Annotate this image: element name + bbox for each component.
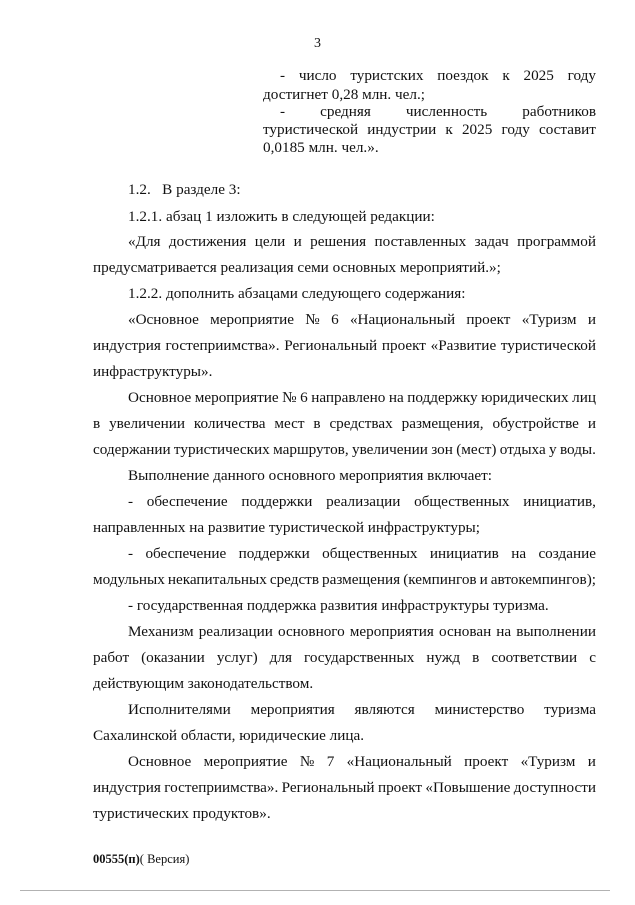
word: индустрия	[93, 337, 161, 354]
word: доступности	[513, 779, 596, 796]
word: «Туризм	[521, 311, 577, 328]
text-line: Сахалинской области, юридические лица.	[93, 727, 365, 744]
word: общественных	[414, 493, 510, 510]
footer	[93, 852, 189, 867]
word: и	[587, 753, 596, 770]
text-line: 1.2.2. дополнить абзацами следующего содержания:	[128, 285, 466, 302]
word: с	[589, 649, 596, 666]
word: маршрутов,	[273, 441, 349, 458]
word: автокемпингов);	[490, 571, 596, 588]
text-line: туристических продуктов».	[93, 805, 271, 822]
word: туристических	[173, 441, 270, 458]
word: мероприятие	[194, 389, 279, 406]
text-line	[263, 121, 596, 139]
word: обеспечение	[146, 493, 228, 510]
word: достижения	[168, 233, 247, 250]
scan-artifact	[20, 890, 610, 891]
word: соответствии	[491, 649, 578, 666]
word: и	[587, 311, 596, 328]
word: (оказании	[141, 649, 205, 666]
word: реализации	[198, 623, 273, 640]
word: туристической	[500, 337, 596, 354]
word: (кемпингов	[403, 571, 477, 588]
word: содержании	[93, 441, 171, 458]
word: работников	[522, 103, 596, 120]
text-line	[93, 779, 596, 797]
word: в	[313, 415, 321, 432]
word: некапитальных	[167, 571, 267, 588]
text-line: действующим законодательством.	[93, 675, 314, 692]
word: инициатив	[429, 545, 499, 562]
word: на	[496, 623, 512, 640]
word: поставленных	[374, 233, 467, 250]
word: количества	[193, 415, 266, 432]
text-line: направленных на развитие туристической инфраструктуры;	[93, 519, 480, 536]
word: Основное	[128, 389, 192, 406]
word: нужд	[426, 649, 461, 666]
page-number: 3	[314, 36, 321, 51]
text-line	[128, 233, 596, 251]
word: проект	[381, 337, 426, 354]
word: туристских	[350, 67, 424, 84]
word: мероприятие	[210, 311, 295, 328]
word: цели	[254, 233, 286, 250]
word: создание	[538, 545, 596, 562]
word: проект	[377, 779, 423, 796]
word: и	[479, 571, 488, 588]
word: в	[472, 649, 480, 666]
word: Основное	[128, 753, 192, 770]
word: составит	[538, 121, 596, 138]
word: 7	[326, 753, 335, 770]
word: основан	[438, 623, 492, 640]
word: задач	[474, 233, 509, 250]
text-line	[93, 415, 596, 433]
word: средняя	[320, 103, 371, 120]
word: мероприятия	[349, 623, 434, 640]
word: проект	[464, 753, 509, 770]
word: выполнении	[516, 623, 596, 640]
word: для	[269, 649, 292, 666]
word: отдыха	[499, 441, 546, 458]
word: «Национальный	[346, 753, 452, 770]
word: №	[305, 311, 320, 328]
text-line	[128, 493, 596, 511]
text-line	[128, 311, 596, 329]
text-line	[128, 389, 596, 407]
word: «Туризм	[520, 753, 576, 770]
word: (мест)	[456, 441, 497, 458]
word: «Национальный	[349, 311, 456, 328]
text-line	[93, 649, 596, 667]
word: зон	[431, 441, 453, 458]
word: поддержки	[241, 493, 313, 510]
word: реализации	[326, 493, 401, 510]
word: число	[298, 67, 337, 84]
word: на	[388, 389, 404, 406]
word: общественных	[322, 545, 418, 562]
word: индустрии	[367, 121, 437, 138]
word: -	[280, 67, 286, 84]
text-line	[128, 623, 596, 641]
word: размещения,	[401, 415, 484, 432]
word: 6	[331, 311, 339, 328]
word: туристической	[263, 121, 359, 138]
word: проект	[466, 311, 511, 328]
word: юридических	[481, 389, 569, 406]
text-line: 1.2.1. абзац 1 изложить в следующей редакции:	[128, 208, 435, 225]
word: к	[445, 121, 453, 138]
text-line	[128, 753, 596, 771]
word: 2025	[523, 67, 554, 84]
word: поддержки	[238, 545, 310, 562]
word: -	[128, 493, 134, 510]
word: №	[299, 753, 315, 770]
text-line	[128, 545, 596, 563]
word: средствах	[329, 415, 393, 432]
word: №	[282, 389, 297, 406]
word: лиц	[572, 389, 596, 406]
word: являются	[354, 701, 415, 718]
word: мест	[274, 415, 305, 432]
text-line: 1.2. В разделе 3:	[128, 181, 241, 198]
word: направлено	[311, 389, 386, 406]
word: программой	[517, 233, 596, 250]
word: поездок	[437, 67, 489, 84]
word: государственных	[303, 649, 415, 666]
text-line: инфраструктуры».	[93, 363, 213, 380]
text-line: - государственная поддержка развития инфраструктуры туризма.	[128, 597, 549, 614]
text-line: 0,0185 млн. чел.».	[263, 139, 379, 156]
text-line	[93, 571, 596, 589]
word: на	[511, 545, 527, 562]
text-line: предусматривается реализация семи основных мероприятий.»;	[93, 259, 501, 276]
word: размещения	[322, 571, 401, 588]
word: мероприятие	[203, 753, 288, 770]
footer-code: 00555(п)	[93, 852, 140, 866]
word: основного	[277, 623, 345, 640]
word: модульных	[93, 571, 165, 588]
word: увеличении	[352, 441, 428, 458]
word: услуг)	[216, 649, 258, 666]
text-line	[93, 441, 596, 459]
word: и	[587, 415, 596, 432]
word: воды.	[559, 441, 596, 458]
word: численность	[405, 103, 488, 120]
word: средств	[269, 571, 319, 588]
word: инициатив,	[523, 493, 596, 510]
word: увеличении	[109, 415, 185, 432]
word: гостеприимства».	[164, 779, 279, 796]
footer-version: ( Версия)	[139, 852, 190, 866]
word: Региональный	[281, 779, 375, 796]
word: 2025	[461, 121, 493, 138]
text-line: Выполнение данного основного мероприятия включает:	[128, 467, 493, 484]
word: «Для	[128, 233, 161, 250]
word: году	[567, 67, 596, 84]
word: Региональный	[284, 337, 378, 354]
word: и	[293, 233, 302, 250]
word: Исполнителями	[128, 701, 231, 718]
word: году	[501, 121, 530, 138]
word: к	[502, 67, 510, 84]
text-line	[280, 103, 596, 121]
word: Механизм	[128, 623, 194, 640]
word: решения	[310, 233, 367, 250]
word: «Основное	[128, 311, 199, 328]
text-line	[280, 67, 596, 85]
word: -	[280, 103, 286, 120]
word: у	[549, 441, 557, 458]
word: мероприятия	[250, 701, 335, 718]
word: «Развитие	[430, 337, 497, 354]
text-line: достигнет 0,28 млн. чел.;	[263, 86, 425, 103]
word: индустрия	[93, 779, 161, 796]
word: 6	[300, 389, 308, 406]
word: министерство	[434, 701, 525, 718]
word: -	[128, 545, 134, 562]
text-line	[93, 337, 596, 355]
word: поддержку	[407, 389, 478, 406]
word: обеспечение	[145, 545, 227, 562]
word: в	[93, 415, 101, 432]
word: гостеприимства».	[165, 337, 280, 354]
word: работ	[93, 649, 130, 666]
word: «Повышение	[425, 779, 511, 796]
text-line	[128, 701, 596, 719]
word: обустройстве	[492, 415, 579, 432]
word: туризма	[544, 701, 596, 718]
